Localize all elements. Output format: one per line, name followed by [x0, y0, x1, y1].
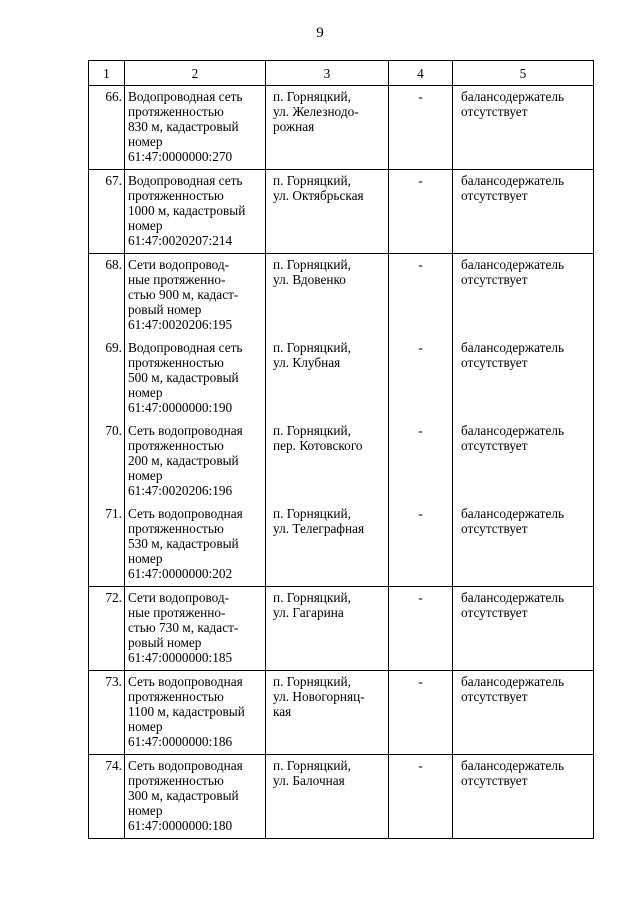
object-address: п. Горняцкий, ул. Балочная — [266, 755, 389, 839]
balance-holder: балансодержатель отсутствует — [453, 254, 594, 338]
page-number: 9 — [316, 25, 324, 41]
object-description: Сети водопровод- ные протяженно- стью 900 м, кадаст- ровый номер 61:47:0020206:195 — [125, 254, 266, 338]
object-address: п. Горняцкий, ул. Железнодо- рожная — [266, 86, 389, 170]
table-row — [89, 86, 594, 170]
object-address: п. Горняцкий, ул. Октябрьская — [266, 170, 389, 254]
balance-holder: балансодержатель отсутствует — [453, 86, 594, 170]
object-description: Сети водопровод- ные протяженно- стью 730 м, кадаст- ровый номер 61:47:0000000:185 — [125, 587, 266, 671]
table-row — [89, 170, 594, 254]
object-description: Водопроводная сеть протяженностью 830 м, кадастровый номер 61:47:0000000:270 — [125, 86, 266, 170]
row-number: 71. — [89, 503, 125, 587]
balance-holder: балансодержатель отсутствует — [453, 337, 594, 420]
balance-holder: балансодержатель отсутствует — [453, 170, 594, 254]
column-4-value: - — [389, 420, 453, 503]
table-row — [89, 587, 594, 671]
object-address: п. Горняцкий, ул. Клубная — [266, 337, 389, 420]
object-description: Водопроводная сеть протяженностью 1000 м, кадастровый номер 61:47:0020207:214 — [125, 170, 266, 254]
column-header: 1 — [89, 61, 125, 86]
row-number: 70. — [89, 420, 125, 503]
object-description: Водопроводная сеть протяженностью 500 м, кадастровый номер 61:47:0000000:190 — [125, 337, 266, 420]
object-address: п. Горняцкий, ул. Вдовенко — [266, 254, 389, 338]
object-description: Сеть водопроводная протяженностью 200 м, кадастровый номер 61:47:0020206:196 — [125, 420, 266, 503]
column-4-value: - — [389, 503, 453, 587]
row-number: 74. — [89, 755, 125, 839]
column-header: 2 — [125, 61, 266, 86]
table-row — [89, 503, 594, 587]
column-header: 5 — [453, 61, 594, 86]
column-4-value: - — [389, 337, 453, 420]
table-row — [89, 671, 594, 755]
balance-holder: балансодержатель отсутствует — [453, 420, 594, 503]
column-header: 3 — [266, 61, 389, 86]
object-address: п. Горняцкий, пер. Котовского — [266, 420, 389, 503]
balance-holder: балансодержатель отсутствует — [453, 587, 594, 671]
column-4-value: - — [389, 587, 453, 671]
row-number: 67. — [89, 170, 125, 254]
row-number: 72. — [89, 587, 125, 671]
table-row — [89, 755, 594, 839]
table-row — [89, 420, 594, 503]
row-number: 73. — [89, 671, 125, 755]
balance-holder: балансодержатель отсутствует — [453, 755, 594, 839]
row-number: 69. — [89, 337, 125, 420]
table-header-row — [89, 61, 594, 86]
table-row — [89, 254, 594, 338]
table-row — [89, 337, 594, 420]
column-header: 4 — [389, 61, 453, 86]
object-description: Сеть водопроводная протяженностью 300 м, кадастровый номер 61:47:0000000:180 — [125, 755, 266, 839]
object-address: п. Горняцкий, ул. Новогорняц- кая — [266, 671, 389, 755]
row-number: 66. — [89, 86, 125, 170]
column-4-value: - — [389, 170, 453, 254]
object-description: Сеть водопроводная протяженностью 1100 м, кадастровый номер 61:47:0000000:186 — [125, 671, 266, 755]
object-address: п. Горняцкий, ул. Телеграфная — [266, 503, 389, 587]
object-address: п. Горняцкий, ул. Гагарина — [266, 587, 389, 671]
column-4-value: - — [389, 755, 453, 839]
column-4-value: - — [389, 254, 453, 338]
row-number: 68. — [89, 254, 125, 338]
balance-holder: балансодержатель отсутствует — [453, 671, 594, 755]
column-4-value: - — [389, 671, 453, 755]
object-description: Сеть водопроводная протяженностью 530 м, кадастровый номер 61:47:0000000:202 — [125, 503, 266, 587]
balance-holder: балансодержатель отсутствует — [453, 503, 594, 587]
water-network-table — [88, 60, 594, 839]
table-body — [89, 86, 594, 839]
column-4-value: - — [389, 86, 453, 170]
